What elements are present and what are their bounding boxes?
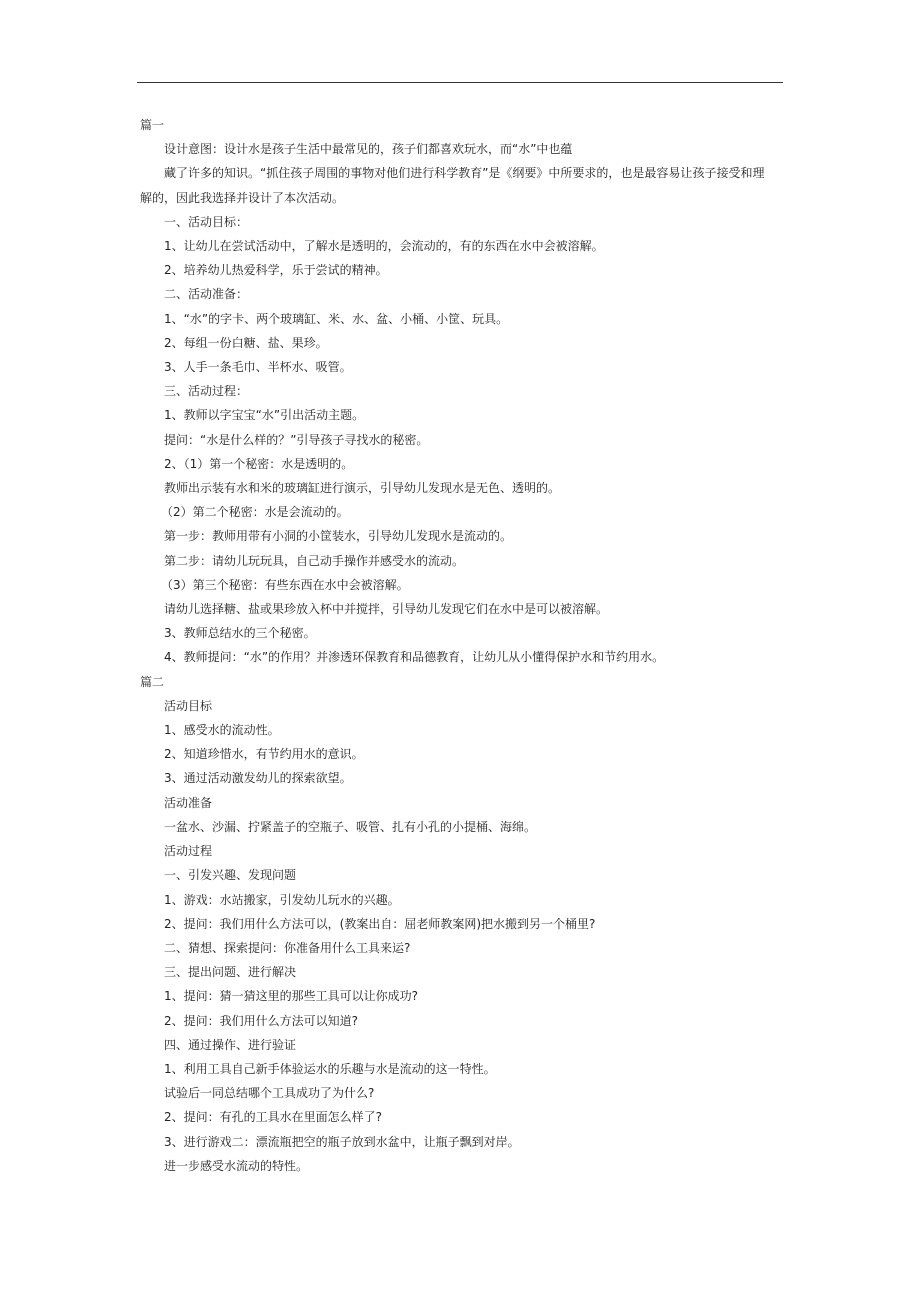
paragraph: 3、教师总结水的三个秘密。 — [164, 626, 316, 641]
section-heading: 三、活动过程： — [164, 384, 249, 399]
design-intent-line: 设计意图：设计水是孩子生活中最常见的，孩子们都喜欢玩水，而“水”中也蕴 — [164, 142, 573, 157]
paragraph: 3、进行游戏二：漂流瓶把空的瓶子放到水盆中，让瓶子飘到对岸。 — [164, 1134, 520, 1149]
paragraph: 2、知道珍惜水，有节约用水的意识。 — [164, 747, 364, 762]
design-intent-line: 解的，因此我选择并设计了本次活动。 — [140, 190, 345, 205]
paragraph: （2）第二个秘密：水是会流动的。 — [161, 505, 349, 520]
document-body — [140, 113, 788, 1178]
paragraph: 提问：“水是什么样的？”引导孩子寻找水的秘密。 — [164, 432, 429, 447]
paragraph: 1、利用工具自己新手体验运水的乐趣与水是流动的这一特性。 — [164, 1061, 496, 1076]
paragraph: （3）第三个秘密：有些东西在水中会被溶解。 — [161, 577, 409, 592]
paragraph: 第二步：请幼儿玩玩具，自己动手操作并感受水的流动。 — [164, 553, 465, 568]
paragraph: 2、提问：有孔的工具水在里面怎么样了? — [164, 1110, 383, 1125]
paragraph: 1、提问：猜一猜这里的那些工具可以让你成功? — [164, 989, 419, 1004]
section-heading: 活动目标 — [164, 698, 213, 713]
paragraph: 教师出示装有水和米的玻璃缸进行演示，引导幼儿发现水是无色、透明的。 — [164, 481, 561, 496]
paragraph: 一盆水、沙漏、拧紧盖子的空瓶子、吸管、扎有小孔的小提桶、海绵。 — [164, 819, 537, 834]
paragraph: 1、游戏：水站搬家，引发幼儿玩水的兴趣。 — [164, 892, 400, 907]
section-heading: 一、活动目标： — [164, 214, 249, 229]
paragraph: 3、通过活动激发幼儿的探索欲望。 — [164, 771, 352, 786]
paragraph: 试验后一同总结哪个工具成功了为什么? — [164, 1086, 375, 1101]
paragraph: 请幼儿选择糖、盐或果珍放入杯中并搅拌，引导幼儿发现它们在水中是可以被溶解。 — [164, 602, 609, 617]
paragraph: 进一步感受水流动的特性。 — [164, 1158, 309, 1173]
paragraph: 2、（1）第一个秘密：水是透明的。 — [164, 456, 354, 471]
paragraph: 四、通过操作、进行验证 — [164, 1037, 297, 1052]
design-intent-line: 藏了许多的知识。“抓住孩子周围的事物对他们进行科学教育”是《纲要》中所要求的，也是最容易让孩子接受和理 — [164, 166, 765, 181]
paragraph: 三、提出问题、进行解决 — [164, 965, 297, 980]
paragraph: 1、让幼儿在尝试活动中，了解水是透明的，会流动的，有的东西在水中会被溶解。 — [164, 239, 604, 254]
paragraph: 2、提问：我们用什么方法可以知道? — [164, 1013, 359, 1028]
paragraph: 二、猜想、探索提问：你准备用什么工具来运? — [164, 940, 411, 955]
paragraph: 1、“水”的字卡、两个玻璃缸、米、水、盆、小桶、小筐、玩具。 — [164, 311, 509, 326]
section-title: 篇一 — [140, 118, 165, 132]
paragraph: 2、培养幼儿热爱科学，乐于尝试的精神。 — [164, 263, 388, 278]
section-title: 篇二 — [140, 674, 165, 689]
section-heading: 二、活动准备： — [164, 287, 249, 302]
header-rule — [137, 82, 783, 83]
section-heading: 活动过程 — [164, 844, 213, 859]
paragraph: 1、感受水的流动性。 — [164, 723, 280, 738]
paragraph: 1、教师以字宝宝“水”引出活动主题。 — [164, 408, 365, 423]
paragraph: 2、每组一份白糖、盐、果珍。 — [164, 335, 328, 350]
paragraph: 3、人手一条毛巾、半杯水、吸管。 — [164, 360, 352, 375]
paragraph: 4、教师提问：“水”的作用？并渗透环保教育和品德教育，让幼儿从小懂得保护水和节约用水。 — [164, 650, 665, 665]
section-heading: 活动准备 — [164, 795, 213, 810]
paragraph: 2、提问：我们用什么方法可以，(教案出自：屈老师教案网)把水搬到另一个桶里? — [164, 916, 596, 931]
paragraph: 第一步：教师用带有小洞的小筐装水，引导幼儿发现水是流动的。 — [164, 529, 513, 544]
paragraph: 一、引发兴趣、发现问题 — [164, 868, 297, 883]
